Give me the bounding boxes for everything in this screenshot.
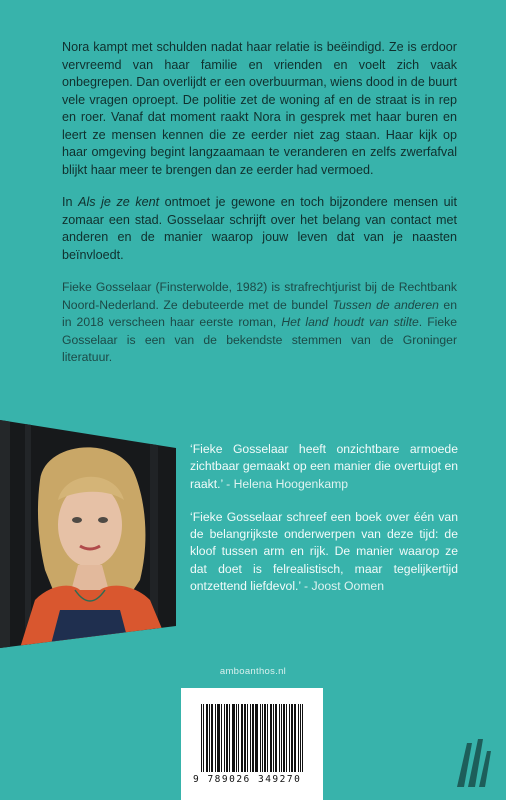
- barcode: [181, 688, 323, 800]
- quote-author: - Joost Oomen: [300, 579, 384, 594]
- book-title: Als je ze kent: [78, 195, 160, 209]
- quote-author: - Helena Hoogenkamp: [222, 476, 349, 491]
- author-photo: [0, 420, 176, 648]
- bio-title-2: Het land houdt van stilte: [281, 315, 419, 329]
- back-cover-blurb: [62, 39, 457, 382]
- summary-paragraph: [62, 194, 457, 264]
- quote-text: ‘Fieke Gosselaar heeft onzichtbare armoede zichtbaar gemaakt op een manier die overtuigt en raakt.’: [190, 442, 458, 491]
- quote-oomen: [190, 509, 458, 595]
- synopsis-paragraph: Nora kampt met schulden nadat haar relatie is beëindigd. Ze is erdoor vervreemd van haar familie en vrienden en voelt zich vaak onbegrepen. Dan overlijdt er een overbuurman, wiens dood in de buurt vele vragen oproept. De politie zet de woning af en de straat is in rep en roer. Vanaf dat moment raakt Nora in gesprek met haar buren en leert ze mensen kennen die ze eerder niet zag staan. Haar kijk op haar omgeving begint langzaamaan te veranderen en zelfs zwerfafval blijkt haar meer te brengen dan ze eerder had vermoed.: [62, 40, 457, 177]
- summary-text: ontmoet je gewone en toch bijzondere mensen uit zomaar een stad. Gosselaar schrijft over het belang van contact met anderen en de manier waarop jouw leven dat van je naasten beïnvloedt.: [62, 195, 457, 262]
- quote-text: ‘Fieke Gosselaar schreef een boek over één van de belangrijkste onderwerpen van deze tijd: de kloof tussen arm en rijk. De manier waarop ze dat doet is felrealistisch, maar tegelijkertijd ontzettend liefdevol.’: [190, 509, 458, 594]
- summary-prefix: In: [62, 195, 79, 209]
- bio-text-2: en in 2018 verscheen haar eerste roman,: [62, 297, 457, 329]
- bio-title-1: Tussen de anderen: [332, 297, 439, 312]
- isbn-number: 9 789026 349270: [193, 774, 302, 785]
- bio-text-3: . Fieke Gosselaar is een van de bekendste stemmen van de Groninger literatuur.: [62, 315, 458, 364]
- author-bio: [62, 279, 457, 367]
- quote-hoogenkamp: [190, 441, 458, 493]
- publisher-logo: [452, 737, 492, 789]
- bio-text-1: Fieke Gosselaar (Finsterwolde, 1982) is strafrechtjurist bij de Rechtbank Noord-Nederland. Ze debuteerde met de bundel: [62, 280, 457, 312]
- review-quotes: [190, 441, 458, 611]
- publisher-website: amboanthos.nl: [219, 666, 287, 677]
- barcode-bars: [201, 704, 303, 772]
